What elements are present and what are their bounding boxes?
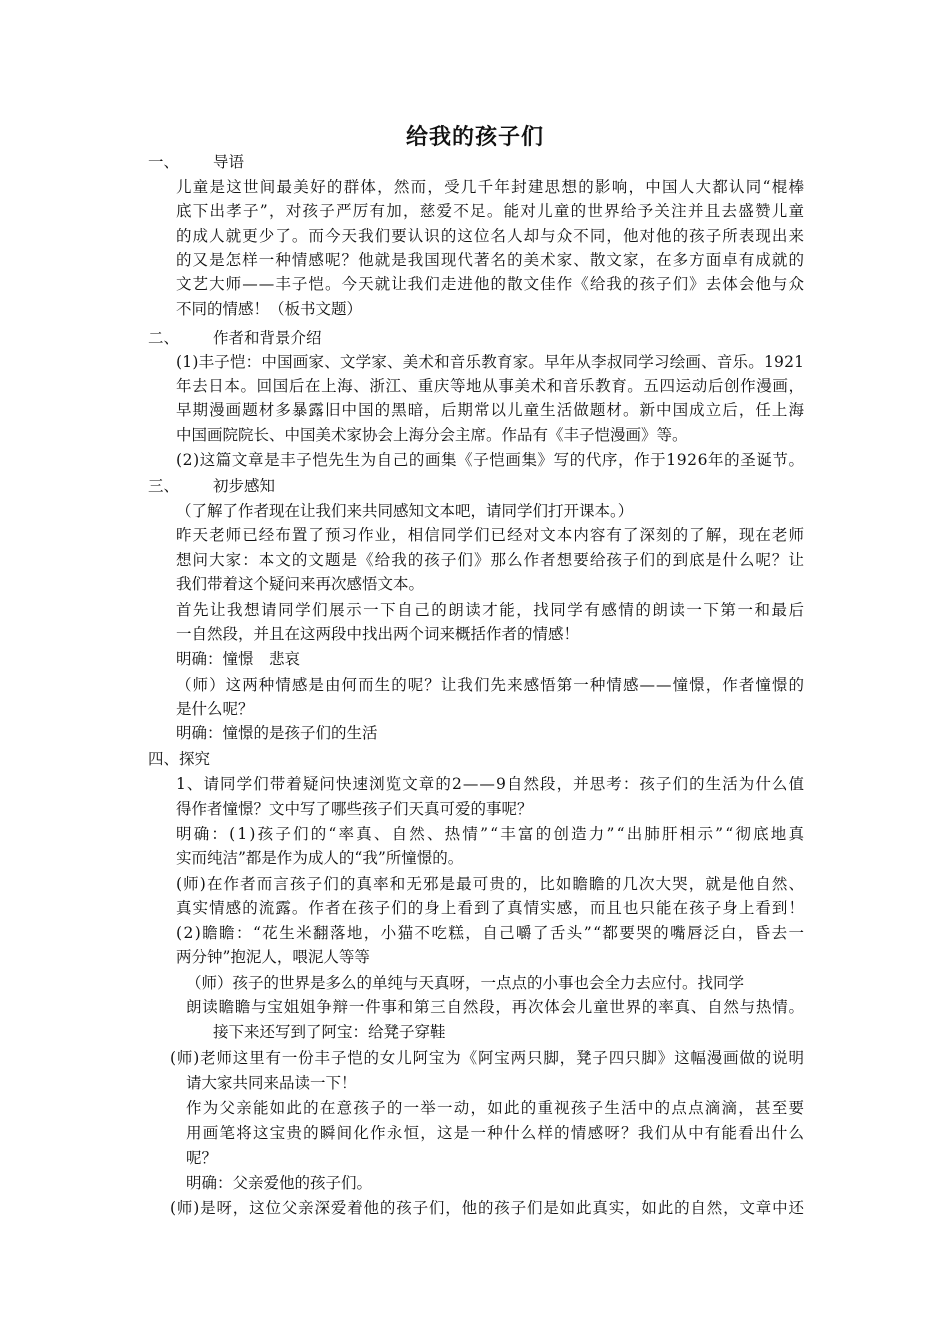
body-line: 中国画院院长、中国美术家协会上海分会主席。作品有《丰子恺漫画》等。 — [176, 426, 688, 444]
body-line: （了解了作者现在让我们来共同感知文本吧，请同学们打开课本。） — [176, 502, 634, 520]
body-line: 不同的情感！（板书文题） — [176, 300, 363, 318]
body-line: 的又是怎样一种情感呢？他就是我国现代著名的美术家、散文家，在多方面卓有成就的 — [176, 251, 806, 269]
body-line: 明确：(1)孩子们的“率真、自然、热情”“丰富的创造力”“出肺肝相示”“彻底地真 — [176, 825, 807, 843]
body-line: 得作者憧憬？文中写了哪些孩子们天真可爱的事呢？ — [176, 800, 533, 818]
body-line: 真实情感的流露。作者在孩子们的身上看到了真情实感，而且也只能在孩子身上看到！ — [176, 899, 806, 917]
heading-3-text: 初步感知 — [213, 477, 276, 495]
heading-3-number: 三、 — [148, 477, 180, 495]
body-line: 的成人就更少了。而今天我们要认识的这位名人却与众不同，他对他的孩子所表现出来 — [176, 227, 806, 245]
body-line: (2)瞻瞻：“花生米翻落地，小猫不吃糕，自己嚼了舌头”“都要哭的嘴唇泛白，昏去一 — [176, 924, 806, 942]
body-line: 想问大家：本文的文题是《给我的孩子们》那么作者想要给孩子们的到底是什么呢？让 — [176, 551, 806, 569]
heading-2-text: 作者和背景介绍 — [213, 329, 322, 347]
body-line: 明确：父亲爱他的孩子们。 — [186, 1174, 373, 1192]
body-line: 一自然段，并且在这两段中找出两个词来概括作者的情感！ — [176, 625, 580, 643]
body-line: 年去日本。回国后在上海、浙江、重庆等地从事美术和音乐教育。五四运动后创作漫画， — [176, 377, 805, 395]
body-line: （师）这两种情感是由何而生的呢？让我们先来感悟第一种情感——憧憬，作者憧憬的 — [176, 676, 806, 694]
body-line: 1、请同学们带着疑问快速浏览文章的2——9自然段，并思考：孩子们的生活为什么值 — [176, 775, 806, 793]
body-line: 接下来还写到了阿宝：给凳子穿鞋 — [213, 1023, 446, 1041]
body-line: 作为父亲能如此的在意孩子的一举一动，如此的重视孩子生活中的点点滴滴，甚至要 — [186, 1099, 806, 1117]
body-line: 昨天老师已经布置了预习作业，相信同学们已经对文本内容有了深刻的了解，现在老师 — [176, 526, 806, 544]
body-line: (2)这篇文章是丰子恺先生为自己的画集《子恺画集》写的代序，作于1926年的圣诞节。 — [176, 451, 805, 469]
body-line: 用画笔将这宝贵的瞬间化作永恒，这是一种什么样的情感呀？我们从中有能看出什么 — [186, 1124, 806, 1142]
body-line: 文艺大师——丰子恺。今天就让我们走进他的散文佳作《给我的孩子们》去体会他与众 — [176, 275, 806, 293]
heading-1-number: 一、 — [148, 153, 180, 171]
body-line: 呢？ — [186, 1149, 218, 1167]
body-line: 请大家共同来品读一下！ — [186, 1074, 357, 1092]
body-line: (师)是呀，这位父亲深爱着他的孩子们，他的孩子们是如此真实，如此的自然，文章中还 — [170, 1199, 805, 1217]
body-line: 明确：憧憬的是孩子们的生活 — [176, 724, 378, 742]
body-line: 两分钟”抱泥人，喂泥人等等 — [176, 948, 370, 966]
heading-4: 四、探究 — [148, 750, 211, 768]
document-title: 给我的孩子们 — [405, 125, 544, 150]
body-line: （师）孩子的世界是多么的单纯与天真呀，一点点的小事也会全力去应付。找同学 — [186, 974, 745, 992]
body-line: 首先让我想请同学们展示一下自己的朗读才能，找同学有感情的朗读一下第一和最后 — [176, 601, 806, 619]
body-line: (师)在作者而言孩子们的真率和无邪是最可贵的，比如瞻瞻的几次大哭，就是他自然、 — [176, 875, 806, 893]
body-line: 朗读瞻瞻与宝姐姐争辩一件事和第三自然段，再次体会儿童世界的率真、自然与热情。 — [186, 998, 805, 1016]
body-line: (1)丰子恺：中国画家、文学家、美术和音乐教育家。早年从李叔同学习绘画、音乐。1921 — [176, 353, 805, 371]
body-line: (师)老师这里有一份丰子恺的女儿阿宝为《阿宝两只脚，凳子四只脚》这幅漫画做的说明 — [170, 1049, 805, 1067]
body-line: 早期漫画题材多暴露旧中国的黑暗，后期常以儿童生活做题材。新中国成立后，任上海 — [176, 401, 806, 419]
body-line: 实而纯洁”都是作为成人的“我”所憧憬的。 — [176, 849, 464, 867]
heading-1-text: 导语 — [213, 153, 245, 171]
body-line: 是什么呢？ — [176, 700, 254, 718]
body-line: 明确：憧憬 悲哀 — [176, 650, 301, 668]
body-line: 底下出孝子”，对孩子严厉有加，慈爱不足。能对儿童的世界给予关注并且去盛赞儿童 — [176, 202, 806, 220]
heading-2-number: 二、 — [148, 329, 180, 347]
body-line: 我们带着这个疑问来再次感悟文本。 — [176, 575, 425, 593]
body-line: 儿童是这世间最美好的群体，然而，受几千年封建思想的影响，中国人大都认同“棍棒 — [176, 178, 806, 196]
